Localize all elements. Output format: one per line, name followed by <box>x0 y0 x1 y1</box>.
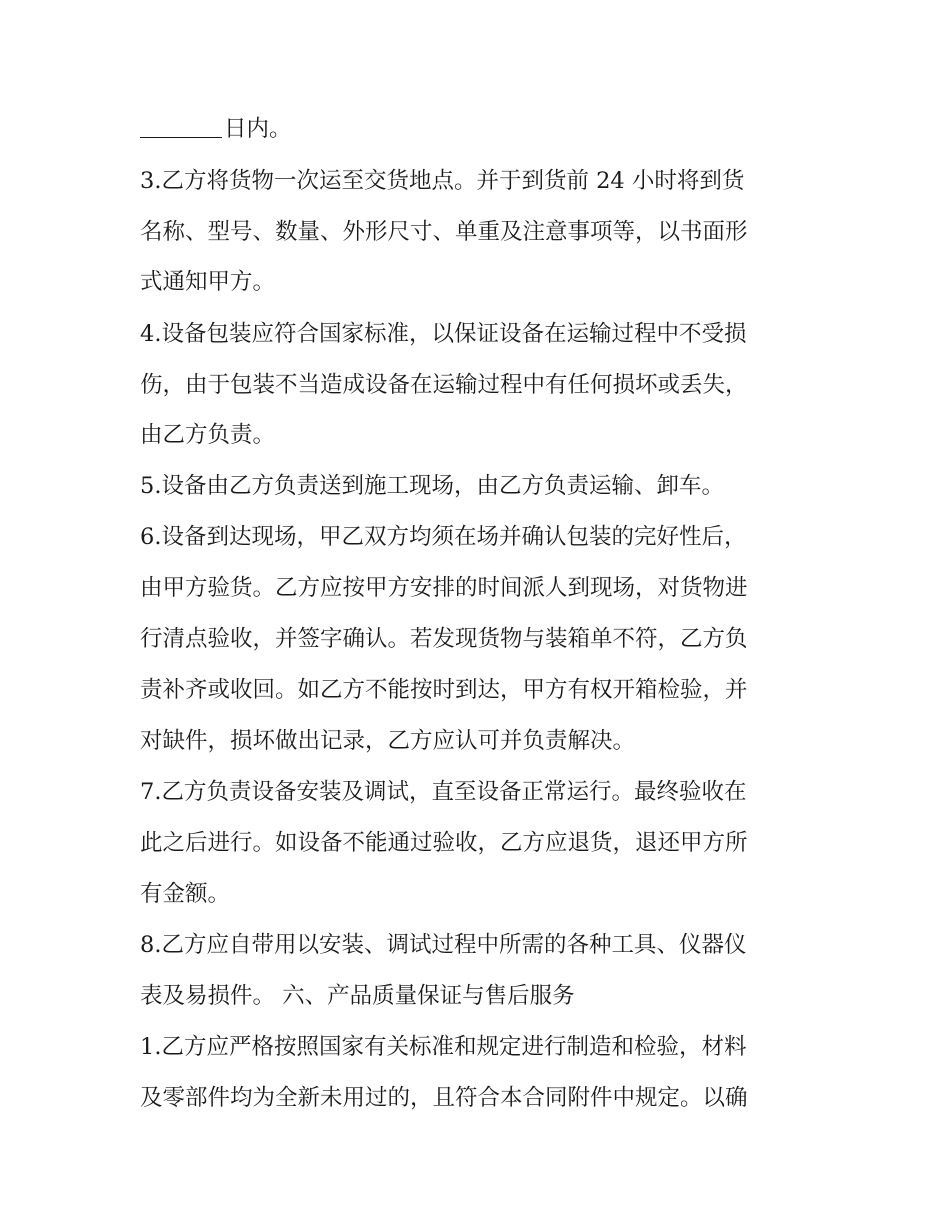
text-line: 4.设备包装应符合国家标准，以保证设备在运输过程中不受损 <box>140 321 747 347</box>
text-line: 由乙方负责。 <box>140 422 276 448</box>
fill-in-blank <box>140 111 222 138</box>
text-line: 6.设备到达现场，甲乙双方均须在场并确认包装的完好性后， <box>140 524 747 550</box>
text-line: 行清点验收，并签字确认。若发现货物与装箱单不符，乙方负 <box>140 626 748 652</box>
text-line: 对缺件，损坏做出记录，乙方应认可并负责解决。 <box>140 728 636 754</box>
text-line: 表及易损件。 六、产品质量保证与售后服务 <box>140 983 575 1009</box>
text-line: 伤，由于包装不当造成设备在运输过程中有任何损坏或丢失， <box>140 372 748 398</box>
text-line: 责补齐或收回。如乙方不能按时到达，甲方有权开箱检验，并 <box>140 677 748 703</box>
text-line: 及零部件均为全新未用过的，且符合本合同附件中规定。以确 <box>140 1085 748 1111</box>
text-line: 日内。 <box>140 109 292 149</box>
text-line: 8.乙方应自带用以安装、调试过程中所需的各种工具、仪器仪 <box>140 932 747 958</box>
text-line: 式通知甲方。 <box>140 269 276 295</box>
text-line: 名称、型号、数量、外形尺寸、单重及注意事项等，以书面形 <box>140 219 748 245</box>
text-line: 此之后进行。如设备不能通过验收，乙方应退货，退还甲方所 <box>140 830 748 856</box>
text-line: 3.乙方将货物一次运至交货地点。并于到货前 24 小时将到货 <box>140 168 745 194</box>
text-line: 1.乙方应严格按照国家有关标准和规定进行制造和检验，材料 <box>140 1034 747 1060</box>
text-line: 7.乙方负责设备安装及调试，直至设备正常运行。最终验收在 <box>140 779 747 805</box>
text-line: 5.设备由乙方负责送到施工现场，由乙方负责运输、卸车。 <box>140 473 724 499</box>
text-line: 由甲方验货。乙方应按甲方安排的时间派人到现场，对货物进 <box>140 575 748 601</box>
text-line: 有金额。 <box>140 881 231 907</box>
